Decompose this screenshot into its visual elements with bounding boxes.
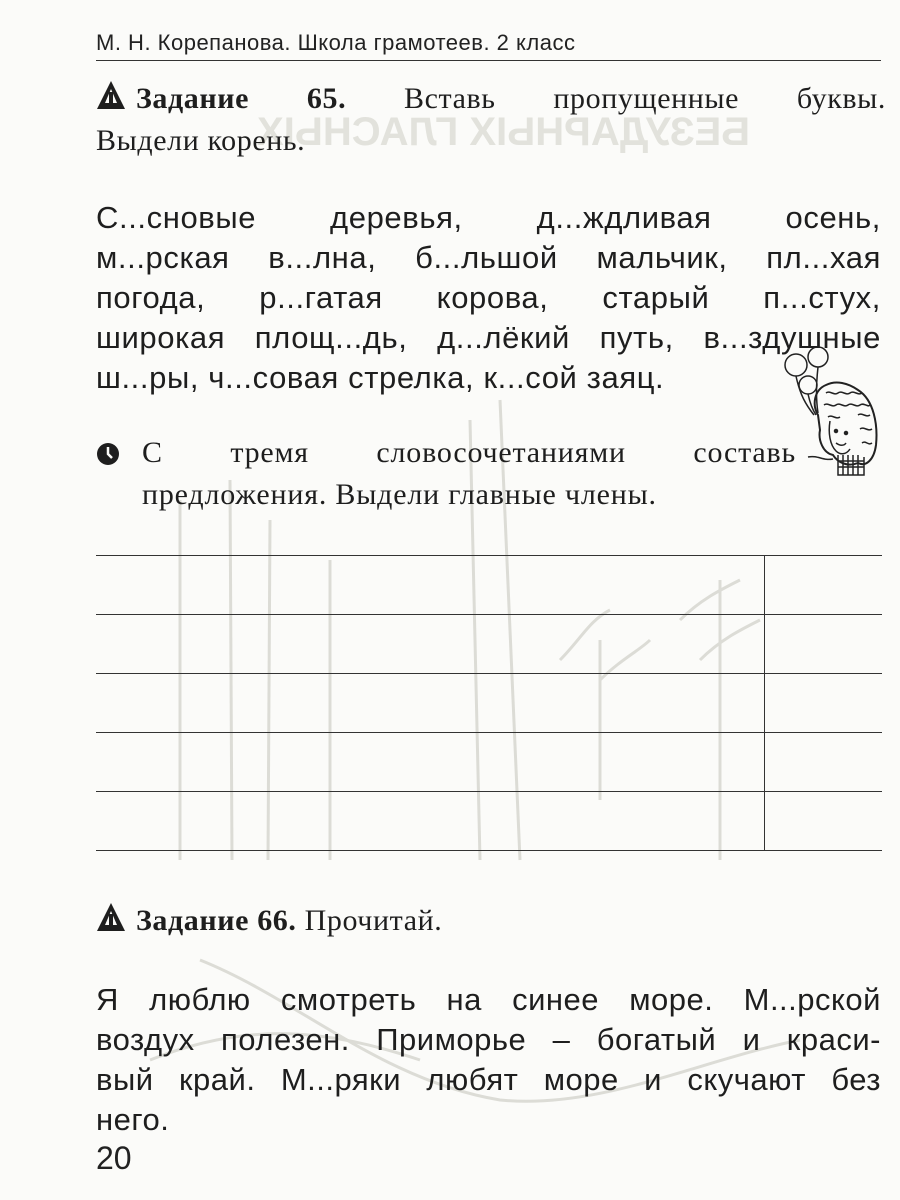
reading-line: вый край. М...ряки любят море и скучают без bbox=[96, 1062, 881, 1097]
task-66-number: Задание 66. bbox=[136, 904, 297, 937]
exercise-line: погода, р...гатая корова, старый п...стух, bbox=[96, 280, 881, 315]
reading-line: воздух полезен. Приморье – богатый и краси- bbox=[96, 1022, 881, 1057]
reading-line: него. bbox=[96, 1102, 170, 1137]
filled-circle-icon bbox=[96, 442, 120, 466]
task-65-heading bbox=[96, 78, 886, 162]
page-number: 20 bbox=[96, 1140, 132, 1176]
task-65-exercise bbox=[96, 198, 881, 398]
margin-rule bbox=[764, 555, 765, 851]
task-66-instruction: Прочитай. bbox=[304, 904, 443, 937]
task-66-text bbox=[96, 980, 881, 1140]
task-65-instruction: Вставь пропущенные буквы. bbox=[404, 82, 887, 115]
answer-writing-area[interactable] bbox=[96, 555, 882, 855]
reading-line: Я люблю смотреть на синее море. М...рской bbox=[96, 982, 881, 1017]
page-header: М. Н. Корепанова. Школа грамотеев. 2 класс bbox=[96, 30, 576, 55]
header-divider bbox=[96, 60, 881, 61]
subtask-instruction bbox=[96, 432, 796, 516]
exercise-line: ш...ры, ч...совая стрелка, к...сой заяц. bbox=[96, 360, 665, 395]
subtask-line: предложения. Выдели главные члены. bbox=[142, 478, 657, 511]
triangle-task-icon bbox=[96, 902, 126, 932]
exercise-line: широкая площ...дь, д...лёкий путь, в...здушные bbox=[96, 320, 881, 355]
exercise-line: м...рская в...лна, б...льшой мальчик, пл...хая bbox=[96, 240, 881, 275]
triangle-task-icon bbox=[96, 80, 126, 110]
task-65-instruction-2: Выдели корень. bbox=[96, 124, 306, 157]
task-66-heading bbox=[96, 900, 886, 942]
exercise-line: С...сновые деревья, д...ждливая осень, bbox=[96, 200, 881, 235]
task-65-number: Задание 65. bbox=[136, 82, 347, 115]
subtask-line: С тремя словосочетаниями составь bbox=[142, 436, 796, 469]
svg-text:БЕЗУДАРНЫХ ГЛАСНЫХ: БЕЗУДАРНЫХ ГЛАСНЫХ bbox=[257, 110, 750, 154]
